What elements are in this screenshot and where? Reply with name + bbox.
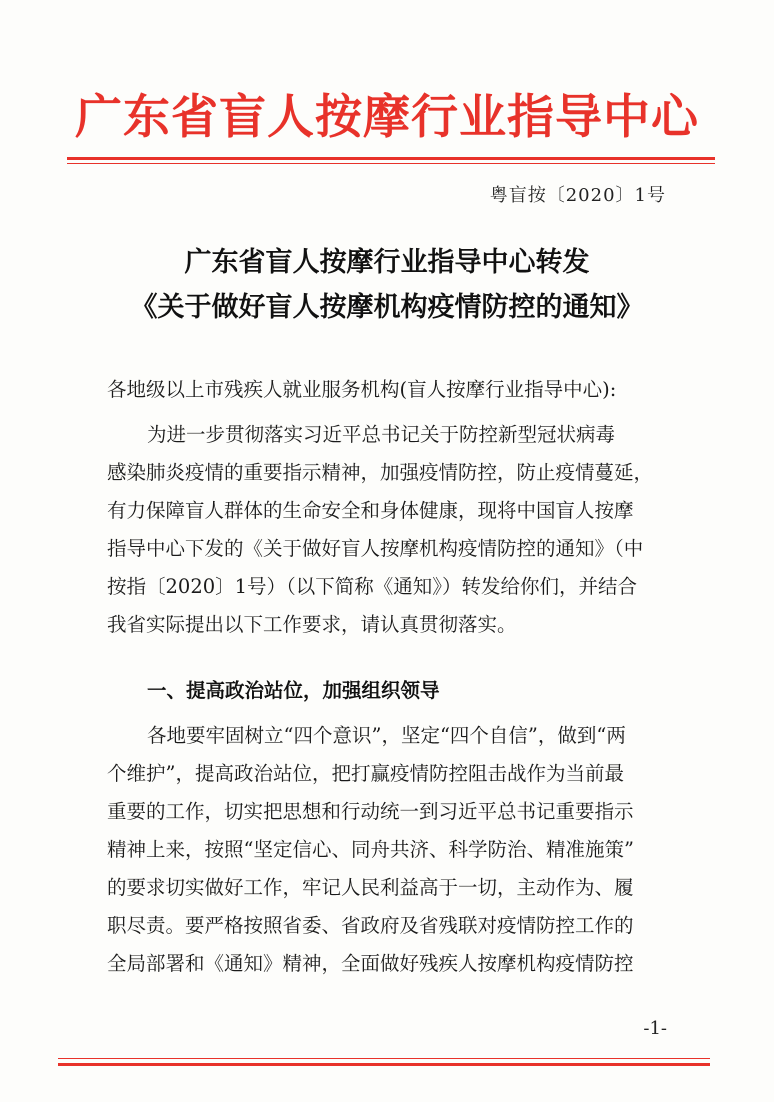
paragraph-1-line: 为进一步贯彻落实习近平总书记关于防控新型冠状病毒 — [147, 423, 616, 446]
footer-red-rule-thin — [58, 1058, 710, 1059]
paragraph-1-line: 按指〔2020〕1号）（以下简称《通知》）转发给你们，并结合 — [107, 575, 638, 598]
header-red-rule-thin — [67, 163, 715, 164]
org-header-title: 广东省盲人按摩行业指导中心 — [75, 90, 699, 145]
paragraph-2-line: 职尽责。要严格按照省委、省政府及省残联对疫情防控工作的 — [107, 914, 634, 937]
document-number: 粤盲按〔2020〕1号 — [489, 185, 666, 206]
paragraph-1-line: 我省实际提出以下工作要求，请认真贯彻落实。 — [107, 613, 517, 636]
paragraph-1-line: 有力保障盲人群体的生命安全和身体健康，现将中国盲人按摩 — [107, 499, 634, 522]
document-title-line-1: 广东省盲人按摩行业指导中心转发 — [184, 247, 590, 278]
addressee: 各地级以上市残疾人就业服务机构(盲人按摩行业指导中心): — [107, 378, 617, 401]
paragraph-2-line: 个维护”，提高政治站位，把打赢疫情防控阻击战作为当前最 — [107, 762, 624, 785]
paragraph-2-line: 的要求切实做好工作，牢记人民利益高于一切，主动作为、履 — [107, 876, 634, 899]
document-title-line-2: 《关于做好盲人按摩机构疫情防控的通知》 — [130, 292, 644, 323]
header-red-rule-thick — [67, 157, 715, 160]
section-1-heading: 一、提高政治站位，加强组织领导 — [147, 679, 440, 702]
paragraph-2-line: 精神上来，按照“坚定信心、同舟共济、科学防治、精准施策” — [107, 838, 634, 861]
paragraph-2-line: 全局部署和《通知》精神，全面做好残疾人按摩机构疫情防控 — [107, 952, 634, 975]
paragraph-2-line: 各地要牢固树立“四个意识”，坚定“四个自信”，做到“两 — [147, 724, 626, 747]
paragraph-1-line: 指导中心下发的《关于做好盲人按摩机构疫情防控的通知》（中 — [107, 537, 644, 560]
footer-red-rule-thick — [58, 1063, 710, 1066]
page-number: -1- — [643, 1018, 667, 1039]
paragraph-1-line: 感染肺炎疫情的重要指示精神，加强疫情防控，防止疫情蔓延， — [107, 461, 654, 484]
paragraph-2-line: 重要的工作，切实把思想和行动统一到习近平总书记重要指示 — [107, 800, 634, 823]
